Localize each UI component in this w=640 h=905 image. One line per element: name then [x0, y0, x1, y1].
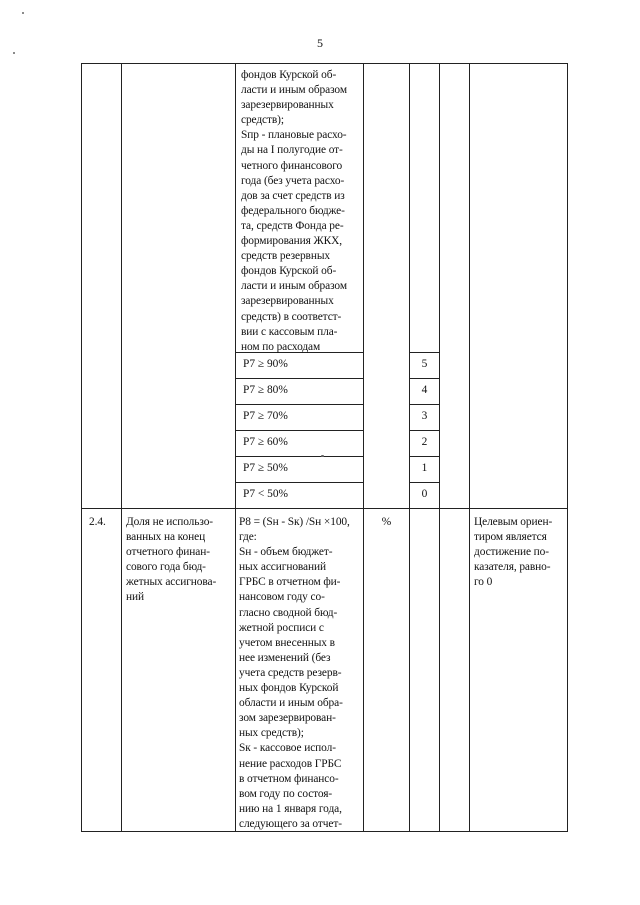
criteria-rule-3	[235, 404, 364, 405]
row-separator	[81, 508, 568, 509]
column-rule-2	[235, 63, 236, 832]
criterion-condition: P7 ≥ 60%	[243, 436, 288, 448]
table-border-right	[567, 63, 568, 832]
criteria-rule-6	[235, 482, 364, 483]
criterion-condition: P7 < 50%	[243, 488, 289, 500]
column-rule-5	[439, 63, 440, 832]
column-rule-1	[121, 63, 122, 832]
scan-speck	[22, 12, 24, 14]
formula-continued-text: фондов Курской об- ласти и иным образом зарезервированных средств); Sпр - плановые расхо- ды на I полугодие от- четного финансового года (без учета расхо- дов за счет средств из федерального бюдже- та, средств Фонда ре- формирования ЖКХ, средств резервных фондов Курской об- ласти и иным образом зарезервированных средств) в соответст- вии с кассовым пла- ном по расходам	[241, 69, 347, 353]
column-rule-6	[469, 63, 470, 832]
criteria-rule-4b	[409, 430, 440, 431]
criteria-rule-6b	[409, 482, 440, 483]
criteria-rule-2b	[409, 378, 440, 379]
criterion-score: 3	[421, 410, 428, 422]
criterion-score: 0	[421, 488, 428, 500]
page-number: 5	[317, 36, 323, 50]
criterion-score: 4	[421, 384, 428, 396]
criteria-rule-3b	[409, 404, 440, 405]
criterion-condition: P7 ≥ 70%	[243, 410, 288, 422]
scan-speck	[321, 455, 324, 457]
criterion-score: 1	[421, 462, 428, 474]
indicator-name: Доля не использо- ванных на конец отчетного финан- сового года бюд- жетных ассигнова- ний	[126, 516, 217, 604]
criterion-condition: P7 ≥ 50%	[243, 462, 288, 474]
criteria-rule-1b	[409, 352, 440, 353]
criterion-score: 2	[421, 436, 428, 448]
row-number: 2.4.	[89, 516, 106, 528]
indicator-comment: Целевым ориен- тиром является достижение по- казателя, равно- го 0	[474, 516, 553, 589]
table-border-left	[81, 63, 82, 832]
criterion-condition: P7 ≥ 90%	[243, 358, 288, 370]
criteria-rule-2	[235, 378, 364, 379]
criterion-condition: P7 ≥ 80%	[243, 384, 288, 396]
indicator-formula: P8 = (Sн - Sк) /Sн ×100, где: Sн - объем бюджет- ных ассигнований ГРБС в отчетном фи- нансовом году со- гласно сводной бюд- жетной росписи с учетом внесенных в нее изменений (без учета средств резерв- ных фондов Курской области и иным обра- зом зарезервирован- ных средств); Sк - кассовое испол- нение расходов ГРБС в отчетном финансо- вом году по состоя- нию на 1 января года, следующего за отчет-	[239, 516, 350, 830]
scan-speck	[13, 52, 15, 54]
criteria-rule-4	[235, 430, 364, 431]
criteria-rule-5b	[409, 456, 440, 457]
criteria-rule-5	[235, 456, 364, 457]
table-top-border	[81, 63, 568, 64]
criterion-score: 5	[421, 358, 428, 370]
indicator-unit: %	[381, 516, 392, 528]
